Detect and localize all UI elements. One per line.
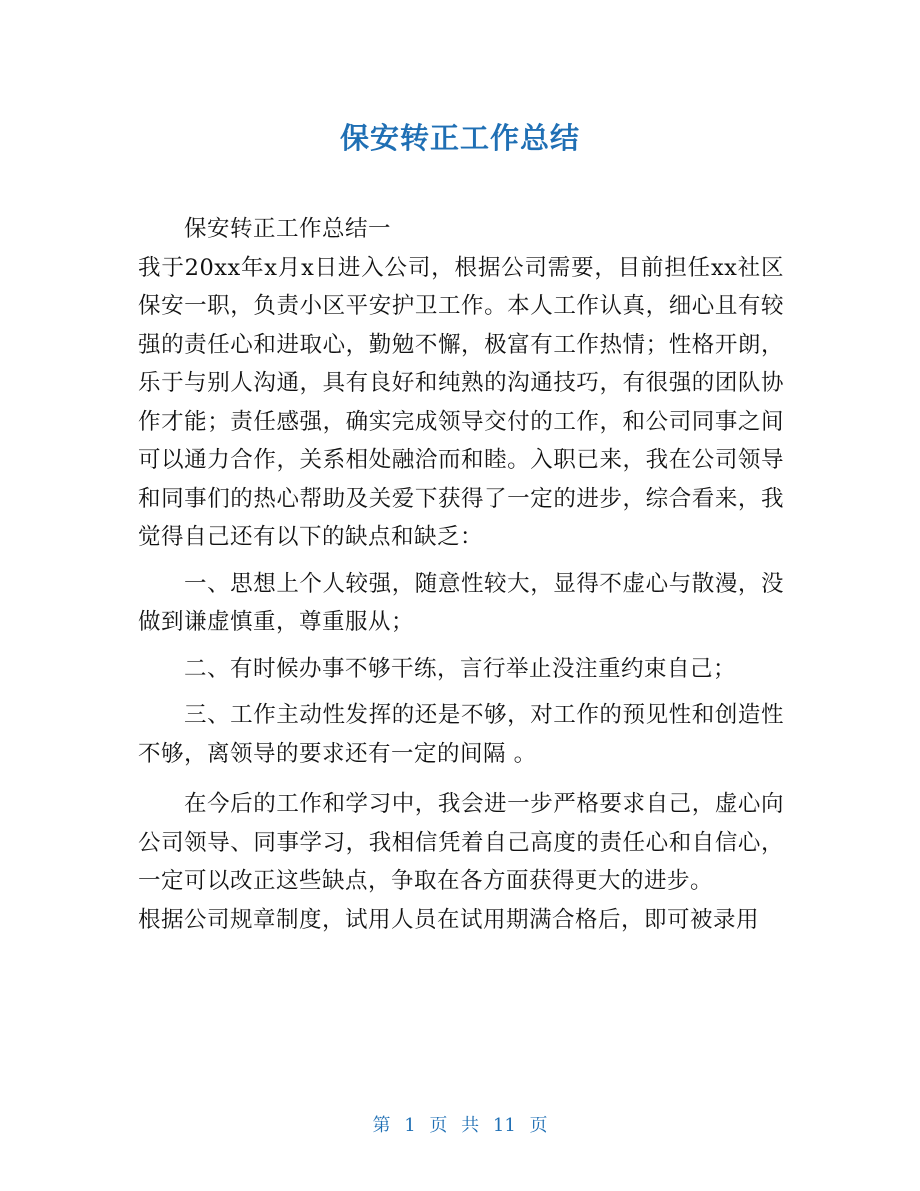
- page-title: 保安转正工作总结: [339, 121, 580, 155]
- paragraph-point-one: 一、思想上个人较强，随意性较大，显得不虚心与散漫，没做到谦虚慎重，尊重服从；: [138, 570, 784, 635]
- current-page-number: 1: [404, 1115, 416, 1136]
- total-prefix: 共: [461, 1115, 480, 1136]
- paragraph-future: 在今后的工作和学习中，我会进一步严格要求自己，虚心向公司领导、同事学习，我相信凭着自己高度的责任心和自信心，一定可以改正这些缺点，争取在各方面获得更大的进步。: [138, 791, 784, 894]
- subheading: 保安转正工作总结一: [184, 216, 392, 242]
- paragraph-intro: 我于20xx年x月x日进入公司，根据公司需要，目前担任xx社区保安一职，负责小区平安护卫工作。本人工作认真，细心且有较强的责任心和进取心，勤勉不懈，极富有工作热情；性格开朗，乐于与别人沟通，具有良好和纯熟的沟通技巧，有很强的团队协作才能；责任感强，确实完成领导交付的工作，和公司同事之间可以通力合作，关系相处融洽而和睦。入职已来，我在公司领导和同事们的热心帮助及关爱下获得了一定的进步，综合看来，我觉得自己还有以下的缺点和缺乏：: [138, 254, 784, 550]
- page-unit: 页: [429, 1115, 448, 1136]
- paragraph-rules: 根据公司规章制度，试用人员在试用期满合格后，即可被录用: [138, 906, 760, 933]
- document-body: [138, 210, 784, 939]
- total-page-unit: 页: [529, 1115, 548, 1136]
- paragraph-point-three: 三、工作主动性发挥的还是不够，对工作的预见性和创造性不够，离领导的要求还有一定的间隔 。: [138, 702, 784, 767]
- page-footer: [0, 1112, 920, 1140]
- paragraph-point-two: 二、有时候办事不够干练，言行举止没注重约束自己；: [184, 655, 737, 682]
- page-prefix: 第: [372, 1115, 391, 1136]
- total-page-number: 11: [492, 1115, 516, 1136]
